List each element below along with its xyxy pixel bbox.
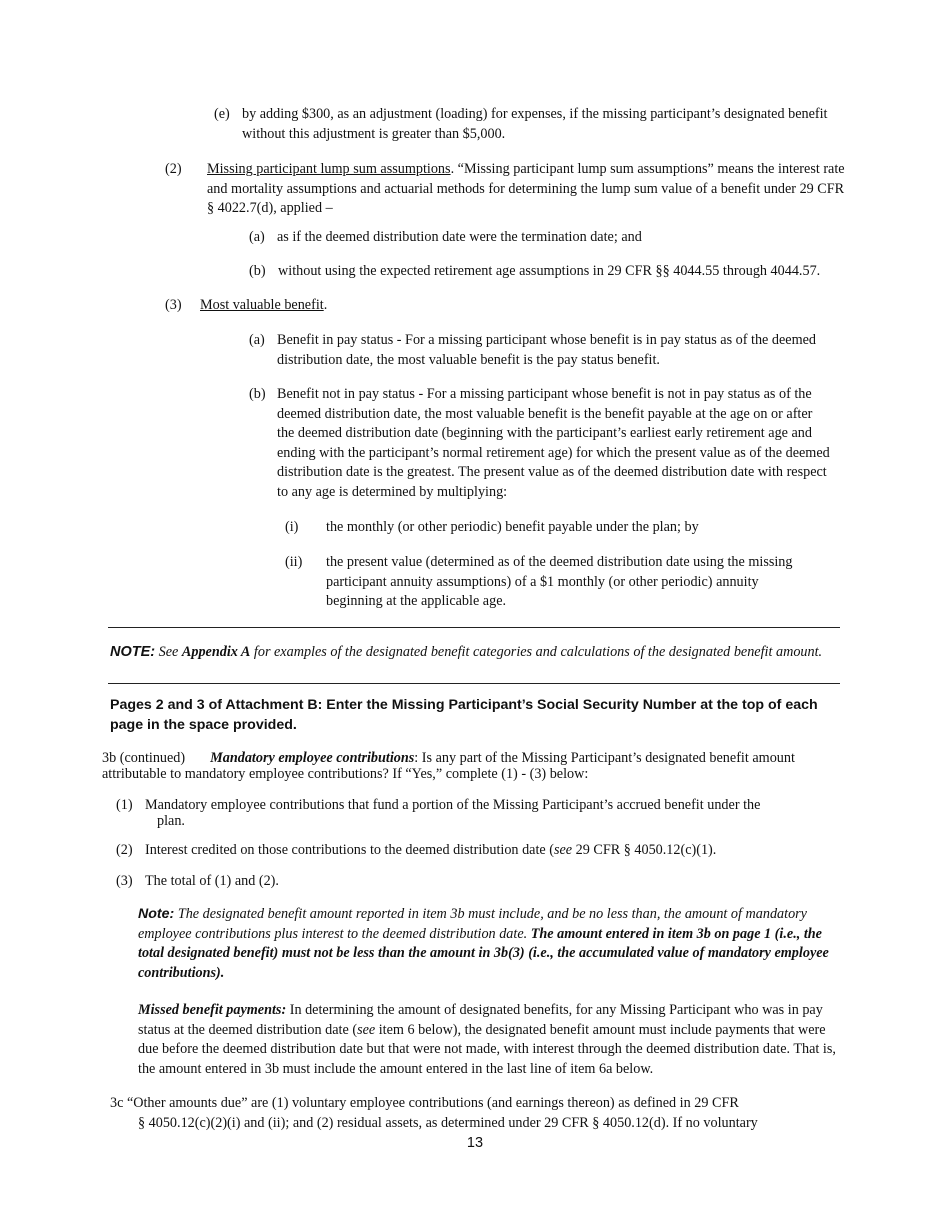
item-e (214, 105, 854, 144)
item3b-1-text (145, 796, 825, 831)
note-post: for examples of the designated benefit categories and calculations of the designated benefit amount. (250, 644, 823, 660)
missed-post: item 6 below), the designated benefit amount must include payments that were due before the deemed distribution date but that were not made, with interest through the deemed distribution date. That is, the amount entered in 3b must include the amount entered in the last line of item 6a below. (138, 1021, 836, 1077)
item3b-text2: attributable to mandatory employee contributions? If “Yes,” complete (1) - (3) below: (102, 765, 589, 782)
item-e-line2: without this adjustment is greater than $5,000. (242, 125, 506, 142)
item3b-text: Benefit not in pay status - For a missing participant whose benefit is not in pay status as of the deemed distribution date, the most valuable benefit is the benefit payable at the age on or after the deemed distribution date (beginning with the participant’s earliest early retirement age and ending with the participant’s normal retirement age) for which the present value as of the deemed distribution date is the greatest. The present value as of the deemed distribution date with respect to any age is determined by multiplying: (277, 386, 830, 500)
item3bi-number: (i) (285, 519, 299, 535)
item3b-1-line2: plan. (157, 812, 185, 829)
item3-number: (3) (165, 297, 182, 313)
missed-benefit-payments (138, 1001, 838, 1079)
item3-heading-line (200, 296, 327, 316)
note2-label: Note: (138, 906, 175, 922)
item2a-number: (a) (249, 229, 265, 245)
item2-heading: Missing participant lump sum assumptions (207, 161, 451, 177)
item3-heading: Most valuable benefit (200, 297, 324, 313)
item3bii-number: (ii) (285, 554, 303, 570)
item2-paragraph (207, 160, 847, 219)
item3b-continued (102, 749, 862, 784)
divider-top (108, 627, 840, 628)
item3a-number: (a) (249, 332, 265, 348)
item3-period: . (323, 297, 328, 313)
note2-italic: The designated benefit amount reported in item 3b must include, and be no less than, the amount of mandatory employee contributions plus interest to the deemed distribution date. (138, 906, 807, 942)
page-number: 13 (466, 1135, 484, 1151)
note-pre: See (155, 644, 182, 660)
item3b-3-text: The total of (1) and (2). (145, 873, 279, 889)
item3bii-text: the present value (determined as of the deemed distribution date using the missing participant annuity assumptions) of a $1 monthly (or other periodic) annuity beginning at the applicable age. (326, 554, 793, 609)
missed-label: Missed benefit payments: (138, 1002, 287, 1018)
missed-pre: In determining the amount of designated benefits, for any Missing Participant who was in pay status at the deemed distribution date ( (138, 1002, 823, 1038)
item3b-2-post: 29 CFR § 4050.12(c)(1). (572, 842, 717, 858)
divider-bottom (108, 683, 840, 684)
note2-bold: The amount entered in item 3b on page 1 (i.e., the total designated benefit) must not be less than the amount in 3b(3) (i.e., the accumulated value of mandatory employee contributions). (138, 925, 829, 981)
item3b-2-number: (2) (116, 842, 133, 858)
item3bi-text: the monthly (or other periodic) benefit payable under the plan; by (326, 519, 699, 535)
missed-see: see (357, 1021, 376, 1038)
appendix-note (110, 643, 870, 663)
section-heading: Pages 2 and 3 of Attachment B: Enter the Missing Participant’s Social Security Number at the top of each page in the space provided. (110, 697, 818, 733)
item3b-heading: Mandatory employee contributions (210, 750, 415, 766)
item3b-2-text (145, 841, 716, 861)
item2b-number: (b) (249, 263, 266, 279)
item3b-1-number: (1) (116, 797, 133, 813)
mandatory-contributions-note (138, 905, 838, 983)
item3b-2-see: see (553, 842, 573, 858)
item2a-text: as if the deemed distribution date were the termination date; and (277, 229, 642, 245)
item3c-line2: § 4050.12(c)(2)(i) and (ii); and (2) residual assets, as determined under 29 CFR § 4050.12(d). If no voluntary (138, 1114, 758, 1131)
note-label: NOTE: (110, 644, 156, 660)
item3c (110, 1094, 850, 1133)
item2b-text: without using the expected retirement age assumptions in 29 CFR §§ 4044.55 through 4044.57. (278, 263, 821, 279)
item3b-3-number: (3) (116, 873, 133, 889)
item-e-number: (e) (214, 106, 230, 122)
item3b-1-line1: Mandatory employee contributions that fund a portion of the Missing Participant’s accrued benefit under the (145, 797, 761, 813)
note-appendix: Appendix A (181, 644, 251, 660)
item2-text: . “Missing participant lump sum assumptions” means the interest rate and mortality assumptions and actuarial methods for determining the lump sum value of a benefit under 29 CFR § 4022.7(d), applied – (207, 161, 845, 216)
item3b-text1: : Is any part of the Missing Participant’s designated benefit amount (414, 750, 795, 766)
item-e-line1: by adding $300, as an adjustment (loading) for expenses, if the missing participant’s designated benefit (242, 106, 828, 122)
item2-number: (2) (165, 161, 182, 177)
item3b-label: 3b (continued) (102, 750, 186, 766)
item3a-text: Benefit in pay status - For a missing participant whose benefit is in pay status as of the deemed distribution date, the most valuable benefit is the pay status benefit. (277, 332, 817, 368)
item3b-number: (b) (249, 386, 266, 402)
item3b-2-pre: Interest credited on those contributions to the deemed distribution date ( (145, 842, 554, 858)
item3c-line1: 3c “Other amounts due” are (1) voluntary employee contributions (and earnings thereon) as defined in 29 CFR (110, 1095, 739, 1111)
